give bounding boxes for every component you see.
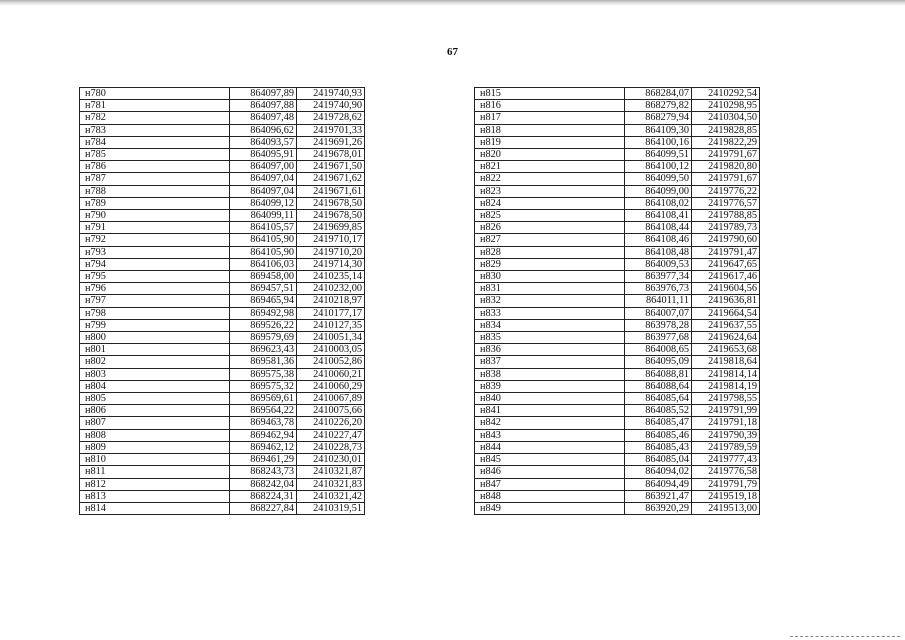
table-row bbox=[475, 490, 760, 502]
coordinates-table-right-body bbox=[475, 88, 760, 515]
y-coordinate-cell: 2410127,35 bbox=[297, 319, 365, 331]
table-row bbox=[475, 478, 760, 490]
table-row bbox=[475, 393, 760, 405]
coordinates-table-right bbox=[474, 87, 760, 515]
table-row bbox=[80, 307, 365, 319]
y-coordinate-cell: 2419671,50 bbox=[297, 161, 365, 173]
x-coordinate-cell: 869462,12 bbox=[230, 441, 297, 453]
y-coordinate-cell: 2419513,00 bbox=[692, 502, 760, 514]
x-coordinate-cell: 864093,57 bbox=[230, 136, 297, 148]
point-name-cell: н820 bbox=[475, 149, 625, 161]
y-coordinate-cell: 2419791,67 bbox=[692, 149, 760, 161]
x-coordinate-cell: 864097,48 bbox=[230, 112, 297, 124]
point-name-cell: н805 bbox=[80, 393, 230, 405]
y-coordinate-cell: 2419699,85 bbox=[297, 222, 365, 234]
x-coordinate-cell: 864108,48 bbox=[625, 246, 692, 258]
table-row bbox=[475, 210, 760, 222]
point-name-cell: н825 bbox=[475, 210, 625, 222]
point-name-cell: н849 bbox=[475, 502, 625, 514]
point-name-cell: н823 bbox=[475, 185, 625, 197]
y-coordinate-cell: 2419814,14 bbox=[692, 368, 760, 380]
table-row bbox=[80, 478, 365, 490]
table-row bbox=[80, 380, 365, 392]
y-coordinate-cell: 2419791,79 bbox=[692, 478, 760, 490]
y-coordinate-cell: 2419791,99 bbox=[692, 405, 760, 417]
table-row bbox=[80, 283, 365, 295]
table-row bbox=[475, 454, 760, 466]
point-name-cell: н793 bbox=[80, 246, 230, 258]
point-name-cell: н781 bbox=[80, 100, 230, 112]
y-coordinate-cell: 2419653,68 bbox=[692, 344, 760, 356]
x-coordinate-cell: 869465,94 bbox=[230, 295, 297, 307]
point-name-cell: н809 bbox=[80, 441, 230, 453]
y-coordinate-cell: 2410304,50 bbox=[692, 112, 760, 124]
point-name-cell: н844 bbox=[475, 441, 625, 453]
point-name-cell: н817 bbox=[475, 112, 625, 124]
table-row bbox=[475, 417, 760, 429]
x-coordinate-cell: 864099,50 bbox=[625, 173, 692, 185]
page-number: 67 bbox=[447, 46, 458, 58]
x-coordinate-cell: 869526,22 bbox=[230, 319, 297, 331]
coordinates-table-left-body bbox=[80, 88, 365, 515]
point-name-cell: н831 bbox=[475, 283, 625, 295]
y-coordinate-cell: 2410060,21 bbox=[297, 368, 365, 380]
point-name-cell: н808 bbox=[80, 429, 230, 441]
table-row bbox=[80, 454, 365, 466]
y-coordinate-cell: 2419740,90 bbox=[297, 100, 365, 112]
y-coordinate-cell: 2419790,39 bbox=[692, 429, 760, 441]
point-name-cell: н792 bbox=[80, 234, 230, 246]
y-coordinate-cell: 2410321,42 bbox=[297, 490, 365, 502]
x-coordinate-cell: 864099,11 bbox=[230, 210, 297, 222]
x-coordinate-cell: 864099,12 bbox=[230, 197, 297, 209]
y-coordinate-cell: 2419776,58 bbox=[692, 466, 760, 478]
x-coordinate-cell: 864095,91 bbox=[230, 149, 297, 161]
x-coordinate-cell: 864100,16 bbox=[625, 136, 692, 148]
table-row bbox=[475, 88, 760, 100]
point-name-cell: н802 bbox=[80, 356, 230, 368]
y-coordinate-cell: 2419710,20 bbox=[297, 246, 365, 258]
x-coordinate-cell: 869457,51 bbox=[230, 283, 297, 295]
x-coordinate-cell: 864085,46 bbox=[625, 429, 692, 441]
x-coordinate-cell: 864096,62 bbox=[230, 124, 297, 136]
point-name-cell: н812 bbox=[80, 478, 230, 490]
x-coordinate-cell: 864106,03 bbox=[230, 258, 297, 270]
table-row bbox=[475, 332, 760, 344]
point-name-cell: н827 bbox=[475, 234, 625, 246]
y-coordinate-cell: 2419701,33 bbox=[297, 124, 365, 136]
point-name-cell: н794 bbox=[80, 258, 230, 270]
scan-bottom-mark bbox=[790, 636, 900, 637]
y-coordinate-cell: 2410177,17 bbox=[297, 307, 365, 319]
y-coordinate-cell: 2419822,29 bbox=[692, 136, 760, 148]
table-row bbox=[475, 124, 760, 136]
point-name-cell: н789 bbox=[80, 197, 230, 209]
x-coordinate-cell: 864097,00 bbox=[230, 161, 297, 173]
x-coordinate-cell: 863978,28 bbox=[625, 319, 692, 331]
y-coordinate-cell: 2419664,54 bbox=[692, 307, 760, 319]
table-row bbox=[80, 344, 365, 356]
y-coordinate-cell: 2410075,66 bbox=[297, 405, 365, 417]
y-coordinate-cell: 2419714,30 bbox=[297, 258, 365, 270]
table-row bbox=[80, 136, 365, 148]
x-coordinate-cell: 868224,31 bbox=[230, 490, 297, 502]
point-name-cell: н815 bbox=[475, 88, 625, 100]
table-row bbox=[80, 295, 365, 307]
table-row bbox=[475, 380, 760, 392]
y-coordinate-cell: 2419617,46 bbox=[692, 271, 760, 283]
x-coordinate-cell: 864097,89 bbox=[230, 88, 297, 100]
x-coordinate-cell: 868243,73 bbox=[230, 466, 297, 478]
table-row bbox=[80, 124, 365, 136]
y-coordinate-cell: 2419798,55 bbox=[692, 393, 760, 405]
point-name-cell: н788 bbox=[80, 185, 230, 197]
x-coordinate-cell: 864085,43 bbox=[625, 441, 692, 453]
x-coordinate-cell: 864097,88 bbox=[230, 100, 297, 112]
table-row bbox=[475, 197, 760, 209]
table-row bbox=[80, 490, 365, 502]
x-coordinate-cell: 869575,38 bbox=[230, 368, 297, 380]
x-coordinate-cell: 864108,02 bbox=[625, 197, 692, 209]
y-coordinate-cell: 2419624,64 bbox=[692, 332, 760, 344]
y-coordinate-cell: 2419637,55 bbox=[692, 319, 760, 331]
point-name-cell: н785 bbox=[80, 149, 230, 161]
table-row bbox=[475, 307, 760, 319]
x-coordinate-cell: 864097,04 bbox=[230, 185, 297, 197]
y-coordinate-cell: 2419828,85 bbox=[692, 124, 760, 136]
x-coordinate-cell: 864100,12 bbox=[625, 161, 692, 173]
x-coordinate-cell: 869569,61 bbox=[230, 393, 297, 405]
point-name-cell: н839 bbox=[475, 380, 625, 392]
table-row bbox=[475, 319, 760, 331]
y-coordinate-cell: 2410227,47 bbox=[297, 429, 365, 441]
table-row bbox=[80, 319, 365, 331]
point-name-cell: н816 bbox=[475, 100, 625, 112]
y-coordinate-cell: 2419776,22 bbox=[692, 185, 760, 197]
x-coordinate-cell: 864108,44 bbox=[625, 222, 692, 234]
table-row bbox=[80, 466, 365, 478]
point-name-cell: н848 bbox=[475, 490, 625, 502]
x-coordinate-cell: 864088,64 bbox=[625, 380, 692, 392]
x-coordinate-cell: 864011,11 bbox=[625, 295, 692, 307]
point-name-cell: н832 bbox=[475, 295, 625, 307]
y-coordinate-cell: 2419791,67 bbox=[692, 173, 760, 185]
point-name-cell: н807 bbox=[80, 417, 230, 429]
y-coordinate-cell: 2419788,85 bbox=[692, 210, 760, 222]
x-coordinate-cell: 864008,65 bbox=[625, 344, 692, 356]
y-coordinate-cell: 2410232,00 bbox=[297, 283, 365, 295]
table-row bbox=[80, 173, 365, 185]
table-row bbox=[475, 149, 760, 161]
table-row bbox=[80, 271, 365, 283]
point-name-cell: н782 bbox=[80, 112, 230, 124]
y-coordinate-cell: 2419776,57 bbox=[692, 197, 760, 209]
y-coordinate-cell: 2410226,20 bbox=[297, 417, 365, 429]
y-coordinate-cell: 2410003,05 bbox=[297, 344, 365, 356]
table-row bbox=[475, 295, 760, 307]
table-row bbox=[475, 283, 760, 295]
table-row bbox=[80, 161, 365, 173]
y-coordinate-cell: 2419636,81 bbox=[692, 295, 760, 307]
y-coordinate-cell: 2410321,87 bbox=[297, 466, 365, 478]
x-coordinate-cell: 864105,57 bbox=[230, 222, 297, 234]
point-name-cell: н811 bbox=[80, 466, 230, 478]
x-coordinate-cell: 864085,47 bbox=[625, 417, 692, 429]
x-coordinate-cell: 863977,68 bbox=[625, 332, 692, 344]
x-coordinate-cell: 864097,04 bbox=[230, 173, 297, 185]
point-name-cell: н784 bbox=[80, 136, 230, 148]
x-coordinate-cell: 869461,29 bbox=[230, 454, 297, 466]
point-name-cell: н836 bbox=[475, 344, 625, 356]
x-coordinate-cell: 864109,30 bbox=[625, 124, 692, 136]
point-name-cell: н810 bbox=[80, 454, 230, 466]
point-name-cell: н840 bbox=[475, 393, 625, 405]
table-row bbox=[475, 136, 760, 148]
y-coordinate-cell: 2410298,95 bbox=[692, 100, 760, 112]
table-row bbox=[475, 344, 760, 356]
point-name-cell: н833 bbox=[475, 307, 625, 319]
x-coordinate-cell: 869575,32 bbox=[230, 380, 297, 392]
point-name-cell: н847 bbox=[475, 478, 625, 490]
x-coordinate-cell: 863976,73 bbox=[625, 283, 692, 295]
x-coordinate-cell: 864099,00 bbox=[625, 185, 692, 197]
table-row bbox=[80, 88, 365, 100]
y-coordinate-cell: 2410292,54 bbox=[692, 88, 760, 100]
point-name-cell: н837 bbox=[475, 356, 625, 368]
x-coordinate-cell: 869458,00 bbox=[230, 271, 297, 283]
table-row bbox=[475, 368, 760, 380]
point-name-cell: н800 bbox=[80, 332, 230, 344]
y-coordinate-cell: 2410051,34 bbox=[297, 332, 365, 344]
table-row bbox=[475, 246, 760, 258]
y-coordinate-cell: 2419789,73 bbox=[692, 222, 760, 234]
y-coordinate-cell: 2410235,14 bbox=[297, 271, 365, 283]
y-coordinate-cell: 2410319,51 bbox=[297, 502, 365, 514]
table-row bbox=[80, 356, 365, 368]
y-coordinate-cell: 2410230,01 bbox=[297, 454, 365, 466]
point-name-cell: н797 bbox=[80, 295, 230, 307]
table-row bbox=[475, 222, 760, 234]
table-row bbox=[80, 441, 365, 453]
point-name-cell: н803 bbox=[80, 368, 230, 380]
x-coordinate-cell: 864094,02 bbox=[625, 466, 692, 478]
x-coordinate-cell: 863920,29 bbox=[625, 502, 692, 514]
point-name-cell: н835 bbox=[475, 332, 625, 344]
point-name-cell: н829 bbox=[475, 258, 625, 270]
y-coordinate-cell: 2419790,60 bbox=[692, 234, 760, 246]
table-row bbox=[80, 185, 365, 197]
x-coordinate-cell: 864105,90 bbox=[230, 234, 297, 246]
x-coordinate-cell: 869462,94 bbox=[230, 429, 297, 441]
y-coordinate-cell: 2410321,83 bbox=[297, 478, 365, 490]
table-row bbox=[80, 502, 365, 514]
x-coordinate-cell: 868279,94 bbox=[625, 112, 692, 124]
table-row bbox=[80, 429, 365, 441]
y-coordinate-cell: 2410228,73 bbox=[297, 441, 365, 453]
table-row bbox=[80, 368, 365, 380]
table-row bbox=[475, 173, 760, 185]
x-coordinate-cell: 864105,90 bbox=[230, 246, 297, 258]
point-name-cell: н799 bbox=[80, 319, 230, 331]
point-name-cell: н786 bbox=[80, 161, 230, 173]
point-name-cell: н828 bbox=[475, 246, 625, 258]
table-row bbox=[80, 210, 365, 222]
point-name-cell: н834 bbox=[475, 319, 625, 331]
point-name-cell: н830 bbox=[475, 271, 625, 283]
y-coordinate-cell: 2419820,80 bbox=[692, 161, 760, 173]
point-name-cell: н801 bbox=[80, 344, 230, 356]
point-name-cell: н845 bbox=[475, 454, 625, 466]
point-name-cell: н824 bbox=[475, 197, 625, 209]
y-coordinate-cell: 2419789,59 bbox=[692, 441, 760, 453]
x-coordinate-cell: 868242,04 bbox=[230, 478, 297, 490]
y-coordinate-cell: 2419791,47 bbox=[692, 246, 760, 258]
x-coordinate-cell: 864007,07 bbox=[625, 307, 692, 319]
table-row bbox=[475, 271, 760, 283]
table-row bbox=[80, 234, 365, 246]
table-row bbox=[475, 441, 760, 453]
y-coordinate-cell: 2419777,43 bbox=[692, 454, 760, 466]
point-name-cell: н814 bbox=[80, 502, 230, 514]
x-coordinate-cell: 864108,46 bbox=[625, 234, 692, 246]
x-coordinate-cell: 863921,47 bbox=[625, 490, 692, 502]
point-name-cell: н787 bbox=[80, 173, 230, 185]
y-coordinate-cell: 2419728,62 bbox=[297, 112, 365, 124]
table-row bbox=[475, 466, 760, 478]
table-row bbox=[475, 429, 760, 441]
x-coordinate-cell: 864009,53 bbox=[625, 258, 692, 270]
x-coordinate-cell: 863977,34 bbox=[625, 271, 692, 283]
x-coordinate-cell: 864088,81 bbox=[625, 368, 692, 380]
table-row bbox=[475, 100, 760, 112]
table-row bbox=[475, 112, 760, 124]
point-name-cell: н842 bbox=[475, 417, 625, 429]
x-coordinate-cell: 864085,04 bbox=[625, 454, 692, 466]
table-row bbox=[80, 258, 365, 270]
x-coordinate-cell: 864094,49 bbox=[625, 478, 692, 490]
point-name-cell: н821 bbox=[475, 161, 625, 173]
y-coordinate-cell: 2419814,19 bbox=[692, 380, 760, 392]
x-coordinate-cell: 864085,64 bbox=[625, 393, 692, 405]
table-row bbox=[475, 356, 760, 368]
table-row bbox=[475, 161, 760, 173]
point-name-cell: н780 bbox=[80, 88, 230, 100]
y-coordinate-cell: 2419519,18 bbox=[692, 490, 760, 502]
x-coordinate-cell: 868284,07 bbox=[625, 88, 692, 100]
x-coordinate-cell: 864085,52 bbox=[625, 405, 692, 417]
table-row bbox=[475, 502, 760, 514]
y-coordinate-cell: 2419678,50 bbox=[297, 210, 365, 222]
table-row bbox=[80, 417, 365, 429]
coordinates-table-left bbox=[79, 87, 365, 515]
point-name-cell: н796 bbox=[80, 283, 230, 295]
y-coordinate-cell: 2419791,18 bbox=[692, 417, 760, 429]
point-name-cell: н846 bbox=[475, 466, 625, 478]
point-name-cell: н838 bbox=[475, 368, 625, 380]
table-row bbox=[475, 234, 760, 246]
y-coordinate-cell: 2419671,61 bbox=[297, 185, 365, 197]
x-coordinate-cell: 869564,22 bbox=[230, 405, 297, 417]
table-row bbox=[80, 149, 365, 161]
x-coordinate-cell: 864095,09 bbox=[625, 356, 692, 368]
table-row bbox=[475, 405, 760, 417]
point-name-cell: н813 bbox=[80, 490, 230, 502]
point-name-cell: н819 bbox=[475, 136, 625, 148]
point-name-cell: н806 bbox=[80, 405, 230, 417]
point-name-cell: н790 bbox=[80, 210, 230, 222]
x-coordinate-cell: 869581,36 bbox=[230, 356, 297, 368]
x-coordinate-cell: 868227,84 bbox=[230, 502, 297, 514]
y-coordinate-cell: 2419710,17 bbox=[297, 234, 365, 246]
table-row bbox=[80, 246, 365, 258]
y-coordinate-cell: 2410060,29 bbox=[297, 380, 365, 392]
table-row bbox=[80, 405, 365, 417]
x-coordinate-cell: 868279,82 bbox=[625, 100, 692, 112]
point-name-cell: н843 bbox=[475, 429, 625, 441]
table-row bbox=[475, 258, 760, 270]
y-coordinate-cell: 2419647,65 bbox=[692, 258, 760, 270]
y-coordinate-cell: 2419604,56 bbox=[692, 283, 760, 295]
x-coordinate-cell: 864099,51 bbox=[625, 149, 692, 161]
y-coordinate-cell: 2410218,97 bbox=[297, 295, 365, 307]
point-name-cell: н826 bbox=[475, 222, 625, 234]
table-row bbox=[80, 393, 365, 405]
point-name-cell: н822 bbox=[475, 173, 625, 185]
y-coordinate-cell: 2410052,86 bbox=[297, 356, 365, 368]
point-name-cell: н841 bbox=[475, 405, 625, 417]
point-name-cell: н783 bbox=[80, 124, 230, 136]
table-row bbox=[80, 100, 365, 112]
point-name-cell: н804 bbox=[80, 380, 230, 392]
table-row bbox=[475, 185, 760, 197]
y-coordinate-cell: 2419691,26 bbox=[297, 136, 365, 148]
table-row bbox=[80, 222, 365, 234]
scan-top-edge bbox=[0, 0, 905, 6]
x-coordinate-cell: 869492,98 bbox=[230, 307, 297, 319]
table-row bbox=[80, 112, 365, 124]
x-coordinate-cell: 869579,69 bbox=[230, 332, 297, 344]
y-coordinate-cell: 2419678,50 bbox=[297, 197, 365, 209]
y-coordinate-cell: 2419671,62 bbox=[297, 173, 365, 185]
y-coordinate-cell: 2419740,93 bbox=[297, 88, 365, 100]
x-coordinate-cell: 869623,43 bbox=[230, 344, 297, 356]
y-coordinate-cell: 2419818,64 bbox=[692, 356, 760, 368]
y-coordinate-cell: 2419678,01 bbox=[297, 149, 365, 161]
x-coordinate-cell: 864108,41 bbox=[625, 210, 692, 222]
point-name-cell: н795 bbox=[80, 271, 230, 283]
table-row bbox=[80, 197, 365, 209]
point-name-cell: н798 bbox=[80, 307, 230, 319]
point-name-cell: н818 bbox=[475, 124, 625, 136]
point-name-cell: н791 bbox=[80, 222, 230, 234]
table-row bbox=[80, 332, 365, 344]
x-coordinate-cell: 869463,78 bbox=[230, 417, 297, 429]
y-coordinate-cell: 2410067,89 bbox=[297, 393, 365, 405]
